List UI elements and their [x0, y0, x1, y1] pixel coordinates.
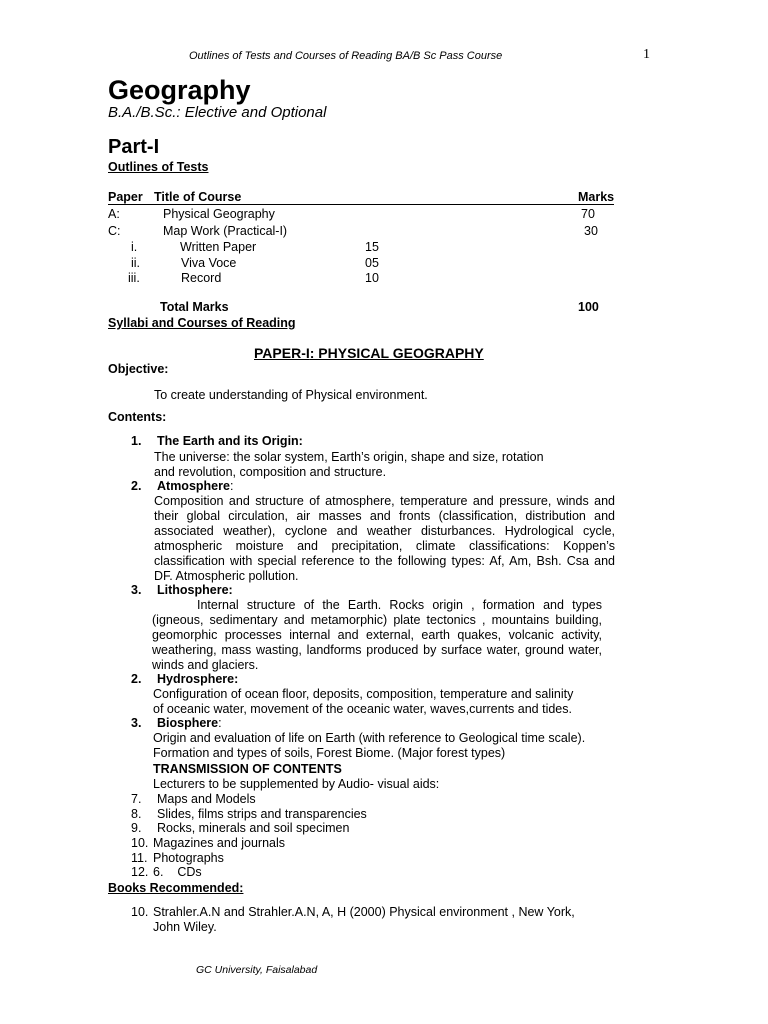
section-heading: [131, 583, 233, 597]
section-line: Configuration of ocean floor, deposits, composition, temperature and salinity: [153, 687, 574, 701]
table-header-paper: Paper: [108, 190, 143, 204]
contents-label: Contents:: [108, 410, 167, 424]
list-item-text: Rocks, minerals and soil specimen: [157, 821, 350, 835]
list-item: [131, 851, 224, 865]
section-heading: [131, 479, 233, 493]
table-header-marks: Marks: [578, 190, 615, 204]
list-item: [131, 865, 202, 879]
section-line: their global circulation, air masses and fronts (classification, distribution and: [154, 509, 615, 523]
list-item-text: Magazines and journals: [153, 836, 286, 850]
subrow-num: i.: [131, 240, 138, 254]
subrow-marks: 05: [365, 256, 379, 270]
section-title-suffix: :: [229, 479, 234, 493]
list-item-text: Photographs: [153, 851, 224, 865]
section-title: Atmosphere: [157, 479, 230, 493]
section-heading: [131, 434, 303, 448]
book-item-line: Strahler.A.N and Strahler.A.N, A, H (2000) Physical environment , New York,: [153, 905, 575, 919]
subrow-num: ii.: [131, 256, 141, 270]
list-item: [131, 807, 367, 821]
list-item-text: Slides, films strips and transparencies: [157, 807, 367, 821]
table-row-marks: 30: [584, 224, 598, 238]
section-body: [154, 494, 615, 584]
section-line: (igneous, sedimentary and metamorphic) plate tectonics , mountains building,: [152, 613, 602, 627]
list-item-number: 10.: [131, 836, 149, 850]
subrow-title: Written Paper: [180, 240, 257, 254]
section-number: 1.: [131, 434, 142, 448]
section-title-suffix: :: [218, 716, 222, 730]
subrow-title: Viva Voce: [181, 256, 237, 270]
list-item-text: Maps and Models: [157, 792, 256, 806]
section-line: winds and glaciers.: [152, 658, 259, 672]
section-body: [153, 731, 613, 761]
table-row-marks: 70: [581, 207, 595, 221]
table-row-title: Map Work (Practical-I): [163, 224, 288, 238]
page-title: Geography: [108, 75, 251, 105]
paper-heading-prefix: PAPER-I: [254, 345, 310, 361]
section-title: The Earth and its Origin:: [157, 434, 303, 448]
outlines-heading: Outlines of Tests: [108, 160, 209, 174]
running-header: Outlines of Tests and Courses of Reading BA/B Sc Pass Course: [189, 50, 503, 62]
section-body: [153, 687, 613, 717]
section-heading: [131, 672, 238, 686]
table-row-paper: A:: [108, 207, 120, 221]
section-number: 3.: [131, 716, 142, 730]
section-number: 2.: [131, 479, 142, 493]
section-number: 2.: [131, 672, 142, 686]
section-title: Lithosphere:: [157, 583, 233, 597]
list-item-number: 11.: [131, 851, 148, 865]
section-line: Formation and types of soils, Forest Biome. (Major forest types): [153, 746, 506, 760]
paper-heading: [254, 345, 484, 361]
section-body: [154, 450, 614, 480]
list-item-number: 9.: [131, 821, 142, 835]
subrow-title: Record: [181, 271, 222, 285]
section-line: DF. Atmospheric pollution.: [154, 569, 299, 583]
table-row-paper: C:: [108, 224, 121, 238]
transmission-heading: TRANSMISSION OF CONTENTS: [153, 762, 342, 776]
table-header-rule: [108, 204, 614, 205]
part-heading: Part-I: [108, 136, 160, 158]
book-item-line: John Wiley.: [153, 920, 217, 934]
table-header-title: Title of Course: [154, 190, 242, 204]
section-line: associated weather), cyclone and weather disturbances. Hydrological cycle,: [154, 524, 615, 538]
paper-heading-rest: : PHYSICAL GEOGRAPHY: [309, 345, 484, 361]
list-item: [131, 792, 256, 806]
section-body: [152, 598, 602, 673]
list-item-number: 12.: [131, 865, 149, 879]
objective-label: Objective:: [108, 362, 169, 376]
section-line: Internal structure of the Earth. Rocks origin , formation and types: [197, 598, 602, 612]
section-line: atmospheric moisture and precipitation, climate classifications: Koppen’s: [154, 539, 615, 553]
section-line: weathering, mass wasting, landforms produced by surface water, ground water,: [152, 643, 602, 657]
books-heading: Books Recommended:: [108, 881, 244, 895]
page-footer: GC University, Faisalabad: [196, 964, 318, 976]
total-marks-value: 100: [578, 300, 599, 314]
total-marks-label: Total Marks: [160, 300, 229, 314]
section-line: geomorphic processes internal and external, earth quakes, volcanic activity,: [152, 628, 602, 642]
subrow-num: iii.: [128, 271, 140, 285]
section-title: Hydrosphere:: [157, 672, 239, 686]
list-item: [131, 836, 285, 850]
section-line: and revolution, composition and structure.: [154, 465, 387, 479]
objective-text: To create understanding of Physical environment.: [154, 388, 428, 402]
list-item: [131, 821, 349, 835]
section-line: Origin and evaluation of life on Earth (with reference to Geological time scale).: [153, 731, 586, 745]
section-line: classification with special reference to the following types: Af, Am, Bsh. Csa and: [154, 554, 615, 568]
page-subtitle: B.A./B.Sc.: Elective and Optional: [108, 104, 327, 121]
section-line: The universe: the solar system, Earth’s origin, shape and size, rotation: [154, 450, 544, 464]
section-line: of oceanic water, movement of the oceanic water, waves,currents and tides.: [153, 702, 572, 716]
book-item: [131, 905, 575, 919]
page-number: 1: [643, 47, 650, 62]
book-item-number: 10.: [131, 905, 149, 919]
syllabi-heading: Syllabi and Courses of Reading: [108, 316, 296, 330]
table-row-title: Physical Geography: [163, 207, 275, 221]
list-item-number: 8.: [131, 807, 142, 821]
section-line: Composition and structure of atmosphere, temperature and pressure, winds and: [154, 494, 615, 508]
subrow-marks: 10: [365, 271, 379, 285]
transmission-intro: Lecturers to be supplemented by Audio- visual aids:: [153, 777, 440, 791]
list-item-text: 6. CDs: [153, 865, 202, 879]
section-number: 3.: [131, 583, 142, 597]
list-item-number: 7.: [131, 792, 142, 806]
section-title: Biosphere: [157, 716, 219, 730]
subrow-marks: 15: [365, 240, 379, 254]
section-heading: [131, 716, 222, 730]
